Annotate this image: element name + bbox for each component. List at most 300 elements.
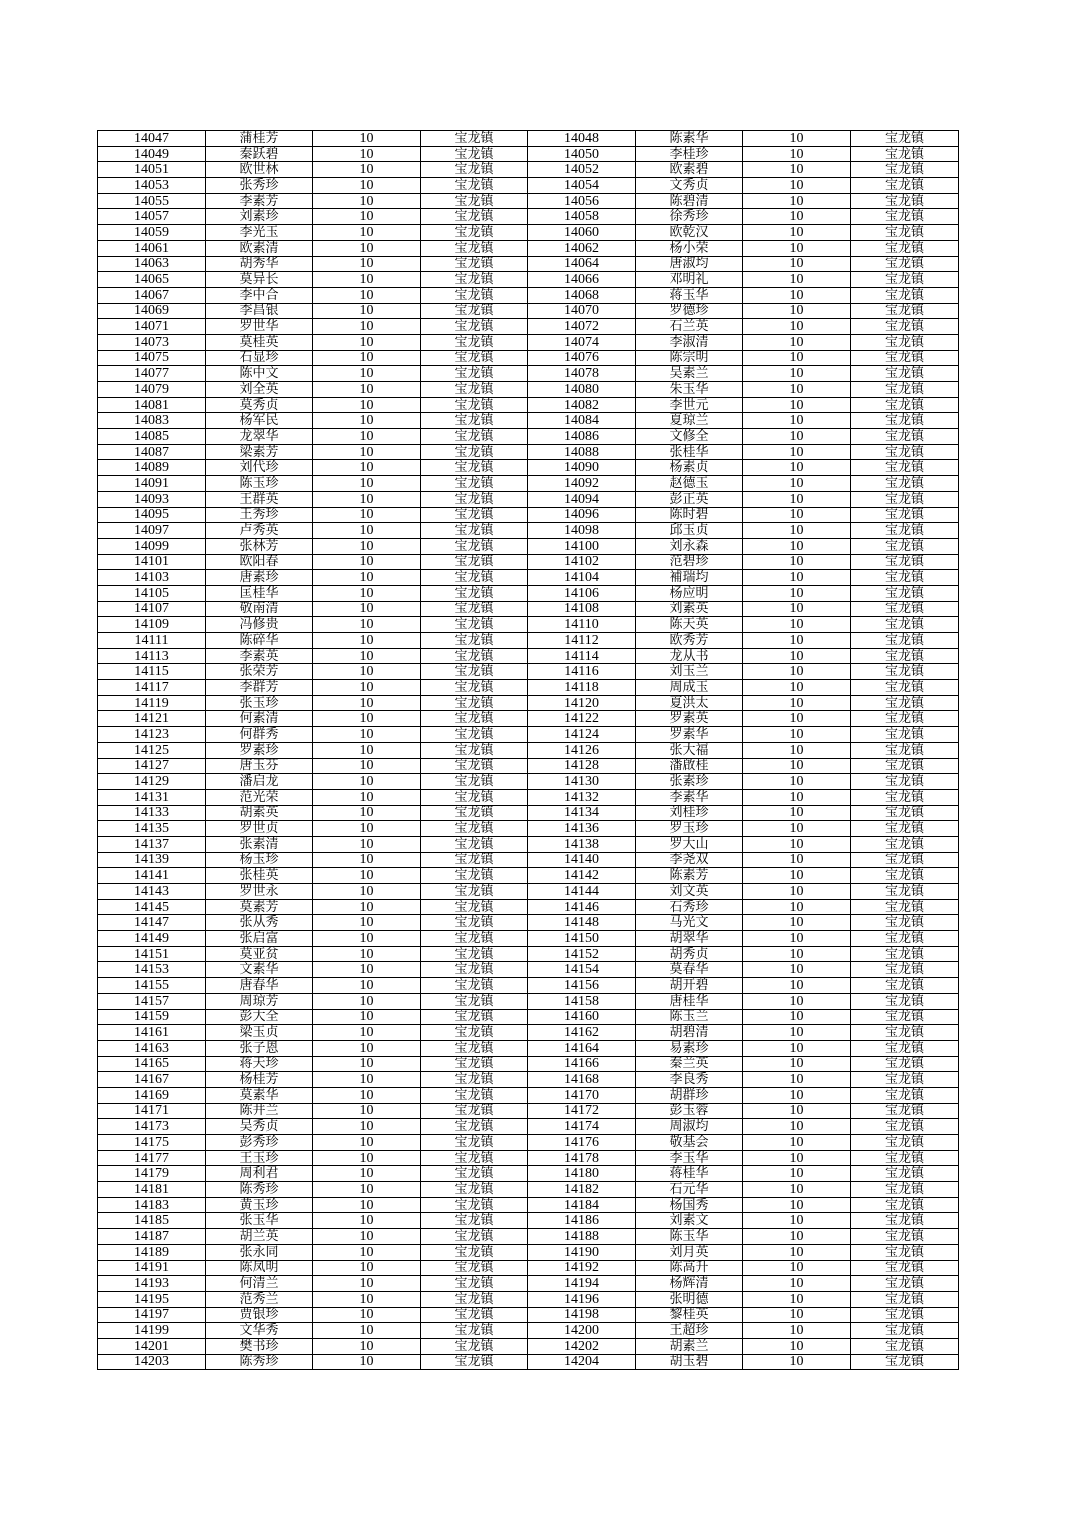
name-cell: 李世元: [636, 397, 743, 413]
amount-cell: 10: [743, 554, 851, 570]
amount-cell: 10: [743, 680, 851, 696]
id-cell: 14086: [528, 429, 636, 445]
id-cell: 14102: [528, 554, 636, 570]
name-cell: 文修全: [636, 429, 743, 445]
amount-cell: 10: [743, 1291, 851, 1307]
amount-cell: 10: [313, 225, 421, 241]
amount-cell: 10: [743, 1166, 851, 1182]
table-row: [98, 303, 959, 319]
amount-cell: 10: [313, 476, 421, 492]
amount-cell: 10: [313, 1354, 421, 1370]
name-cell: 陈时碧: [636, 507, 743, 523]
id-cell: 14092: [528, 476, 636, 492]
amount-cell: 10: [743, 146, 851, 162]
table-row: [98, 1135, 959, 1151]
table-row: [98, 538, 959, 554]
name-cell: 陈碧清: [636, 193, 743, 209]
id-cell: 14197: [98, 1307, 206, 1323]
amount-cell: 10: [743, 287, 851, 303]
town-cell: 宝龙镇: [421, 1260, 528, 1276]
id-cell: 14065: [98, 272, 206, 288]
name-cell: 彭大全: [206, 1009, 313, 1025]
town-cell: 宝龙镇: [421, 1009, 528, 1025]
amount-cell: 10: [313, 868, 421, 884]
id-cell: 14060: [528, 225, 636, 241]
name-cell: 補瑞均: [636, 570, 743, 586]
name-cell: 黄玉珍: [206, 1197, 313, 1213]
id-cell: 14174: [528, 1119, 636, 1135]
amount-cell: 10: [743, 1244, 851, 1260]
table-row: [98, 178, 959, 194]
name-cell: 王玉珍: [206, 1150, 313, 1166]
amount-cell: 10: [313, 1182, 421, 1198]
name-cell: 李桂珍: [636, 146, 743, 162]
town-cell: 宝龙镇: [421, 570, 528, 586]
amount-cell: 10: [313, 303, 421, 319]
amount-cell: 10: [313, 1244, 421, 1260]
town-cell: 宝龙镇: [421, 319, 528, 335]
table-row: [98, 225, 959, 241]
town-cell: 宝龙镇: [421, 1182, 528, 1198]
name-cell: 胡翠华: [636, 931, 743, 947]
id-cell: 14100: [528, 538, 636, 554]
town-cell: 宝龙镇: [851, 978, 959, 994]
name-cell: 张素清: [206, 836, 313, 852]
table-row: [98, 1338, 959, 1354]
name-cell: 冯修贵: [206, 617, 313, 633]
amount-cell: 10: [313, 162, 421, 178]
name-cell: 张桂华: [636, 444, 743, 460]
name-cell: 吴素兰: [636, 366, 743, 382]
id-cell: 14083: [98, 413, 206, 429]
amount-cell: 10: [743, 742, 851, 758]
id-cell: 14070: [528, 303, 636, 319]
town-cell: 宝龙镇: [851, 1040, 959, 1056]
town-cell: 宝龙镇: [421, 1213, 528, 1229]
table-row: [98, 1087, 959, 1103]
town-cell: 宝龙镇: [421, 1150, 528, 1166]
name-cell: 邱玉贞: [636, 523, 743, 539]
town-cell: 宝龙镇: [851, 256, 959, 272]
id-cell: 14138: [528, 836, 636, 852]
name-cell: 李中合: [206, 287, 313, 303]
town-cell: 宝龙镇: [421, 1354, 528, 1370]
table-row: [98, 601, 959, 617]
town-cell: 宝龙镇: [421, 1103, 528, 1119]
table-row: [98, 758, 959, 774]
town-cell: 宝龙镇: [421, 382, 528, 398]
town-cell: 宝龙镇: [421, 601, 528, 617]
town-cell: 宝龙镇: [851, 962, 959, 978]
town-cell: 宝龙镇: [421, 617, 528, 633]
town-cell: 宝龙镇: [851, 758, 959, 774]
id-cell: 14126: [528, 742, 636, 758]
amount-cell: 10: [313, 774, 421, 790]
amount-cell: 10: [313, 915, 421, 931]
town-cell: 宝龙镇: [851, 836, 959, 852]
amount-cell: 10: [313, 131, 421, 147]
town-cell: 宝龙镇: [851, 1182, 959, 1198]
town-cell: 宝龙镇: [421, 774, 528, 790]
town-cell: 宝龙镇: [421, 178, 528, 194]
town-cell: 宝龙镇: [421, 1229, 528, 1245]
name-cell: 胡碧清: [636, 1025, 743, 1041]
town-cell: 宝龙镇: [851, 1276, 959, 1292]
table-row: [98, 1119, 959, 1135]
town-cell: 宝龙镇: [851, 1307, 959, 1323]
id-cell: 14150: [528, 931, 636, 947]
amount-cell: 10: [313, 382, 421, 398]
amount-cell: 10: [743, 1040, 851, 1056]
town-cell: 宝龙镇: [851, 1025, 959, 1041]
id-cell: 14053: [98, 178, 206, 194]
table-row: [98, 1056, 959, 1072]
town-cell: 宝龙镇: [421, 397, 528, 413]
table-row: [98, 915, 959, 931]
amount-cell: 10: [743, 727, 851, 743]
name-cell: 莫亚贫: [206, 946, 313, 962]
amount-cell: 10: [313, 758, 421, 774]
town-cell: 宝龙镇: [851, 789, 959, 805]
amount-cell: 10: [743, 131, 851, 147]
amount-cell: 10: [313, 711, 421, 727]
name-cell: 陈井兰: [206, 1103, 313, 1119]
town-cell: 宝龙镇: [421, 272, 528, 288]
name-cell: 卢秀英: [206, 523, 313, 539]
name-cell: 王群英: [206, 491, 313, 507]
amount-cell: 10: [743, 868, 851, 884]
id-cell: 14191: [98, 1260, 206, 1276]
name-cell: 李淑清: [636, 334, 743, 350]
amount-cell: 10: [743, 899, 851, 915]
table-row: [98, 727, 959, 743]
name-cell: 黎桂英: [636, 1307, 743, 1323]
id-cell: 14182: [528, 1182, 636, 1198]
town-cell: 宝龙镇: [421, 1135, 528, 1151]
town-cell: 宝龙镇: [421, 460, 528, 476]
name-cell: 李良秀: [636, 1072, 743, 1088]
name-cell: 龙从书: [636, 648, 743, 664]
town-cell: 宝龙镇: [851, 915, 959, 931]
name-cell: 唐春华: [206, 978, 313, 994]
id-cell: 14058: [528, 209, 636, 225]
amount-cell: 10: [313, 1072, 421, 1088]
id-cell: 14171: [98, 1103, 206, 1119]
town-cell: 宝龙镇: [421, 836, 528, 852]
amount-cell: 10: [743, 413, 851, 429]
amount-cell: 10: [743, 1072, 851, 1088]
town-cell: 宝龙镇: [851, 178, 959, 194]
amount-cell: 10: [313, 931, 421, 947]
id-cell: 14149: [98, 931, 206, 947]
amount-cell: 10: [313, 1307, 421, 1323]
amount-cell: 10: [743, 366, 851, 382]
town-cell: 宝龙镇: [421, 585, 528, 601]
id-cell: 14095: [98, 507, 206, 523]
name-cell: 陈碎华: [206, 633, 313, 649]
amount-cell: 10: [743, 444, 851, 460]
town-cell: 宝龙镇: [851, 303, 959, 319]
amount-cell: 10: [313, 523, 421, 539]
id-cell: 14075: [98, 350, 206, 366]
name-cell: 赵德玉: [636, 476, 743, 492]
id-cell: 14105: [98, 585, 206, 601]
town-cell: 宝龙镇: [421, 413, 528, 429]
amount-cell: 10: [743, 350, 851, 366]
name-cell: 刘代珍: [206, 460, 313, 476]
amount-cell: 10: [313, 633, 421, 649]
roster-table-body: [98, 131, 959, 1370]
id-cell: 14132: [528, 789, 636, 805]
name-cell: 匡桂华: [206, 585, 313, 601]
id-cell: 14076: [528, 350, 636, 366]
amount-cell: 10: [313, 789, 421, 805]
town-cell: 宝龙镇: [421, 1323, 528, 1339]
town-cell: 宝龙镇: [851, 429, 959, 445]
id-cell: 14081: [98, 397, 206, 413]
id-cell: 14067: [98, 287, 206, 303]
id-cell: 14147: [98, 915, 206, 931]
id-cell: 14177: [98, 1150, 206, 1166]
town-cell: 宝龙镇: [421, 1119, 528, 1135]
table-row: [98, 852, 959, 868]
name-cell: 蒋天珍: [206, 1056, 313, 1072]
amount-cell: 10: [313, 256, 421, 272]
town-cell: 宝龙镇: [421, 444, 528, 460]
town-cell: 宝龙镇: [851, 664, 959, 680]
amount-cell: 10: [743, 695, 851, 711]
town-cell: 宝龙镇: [851, 711, 959, 727]
town-cell: 宝龙镇: [851, 225, 959, 241]
name-cell: 莫春华: [636, 962, 743, 978]
amount-cell: 10: [743, 978, 851, 994]
amount-cell: 10: [313, 993, 421, 1009]
name-cell: 陈中文: [206, 366, 313, 382]
name-cell: 刘全英: [206, 382, 313, 398]
id-cell: 14129: [98, 774, 206, 790]
name-cell: 张永同: [206, 1244, 313, 1260]
town-cell: 宝龙镇: [421, 507, 528, 523]
id-cell: 14199: [98, 1323, 206, 1339]
id-cell: 14142: [528, 868, 636, 884]
amount-cell: 10: [743, 805, 851, 821]
id-cell: 14103: [98, 570, 206, 586]
table-row: [98, 1276, 959, 1292]
table-row: [98, 413, 959, 429]
id-cell: 14133: [98, 805, 206, 821]
town-cell: 宝龙镇: [421, 962, 528, 978]
town-cell: 宝龙镇: [421, 680, 528, 696]
name-cell: 欧素清: [206, 240, 313, 256]
name-cell: 莫秀贞: [206, 397, 313, 413]
name-cell: 王秀珍: [206, 507, 313, 523]
amount-cell: 10: [313, 1260, 421, 1276]
table-row: [98, 1229, 959, 1245]
name-cell: 马光文: [636, 915, 743, 931]
roster-table: [97, 130, 959, 1370]
name-cell: 蒋玉华: [636, 287, 743, 303]
name-cell: 周淑均: [636, 1119, 743, 1135]
amount-cell: 10: [743, 1056, 851, 1072]
amount-cell: 10: [313, 178, 421, 194]
id-cell: 14064: [528, 256, 636, 272]
name-cell: 朱玉华: [636, 382, 743, 398]
town-cell: 宝龙镇: [851, 523, 959, 539]
table-row: [98, 287, 959, 303]
id-cell: 14077: [98, 366, 206, 382]
town-cell: 宝龙镇: [851, 1291, 959, 1307]
amount-cell: 10: [313, 1056, 421, 1072]
amount-cell: 10: [743, 523, 851, 539]
table-row: [98, 350, 959, 366]
amount-cell: 10: [313, 287, 421, 303]
table-row: [98, 711, 959, 727]
table-row: [98, 523, 959, 539]
name-cell: 陈天英: [636, 617, 743, 633]
name-cell: 陈素华: [636, 131, 743, 147]
name-cell: 刘文英: [636, 884, 743, 900]
amount-cell: 10: [743, 193, 851, 209]
town-cell: 宝龙镇: [421, 429, 528, 445]
town-cell: 宝龙镇: [851, 633, 959, 649]
name-cell: 梁玉贞: [206, 1025, 313, 1041]
town-cell: 宝龙镇: [851, 444, 959, 460]
id-cell: 14200: [528, 1323, 636, 1339]
amount-cell: 10: [743, 476, 851, 492]
amount-cell: 10: [313, 538, 421, 554]
amount-cell: 10: [743, 931, 851, 947]
amount-cell: 10: [313, 272, 421, 288]
id-cell: 14176: [528, 1135, 636, 1151]
town-cell: 宝龙镇: [851, 209, 959, 225]
id-cell: 14135: [98, 821, 206, 837]
id-cell: 14141: [98, 868, 206, 884]
town-cell: 宝龙镇: [851, 162, 959, 178]
town-cell: 宝龙镇: [851, 350, 959, 366]
name-cell: 秦兰英: [636, 1056, 743, 1072]
name-cell: 陈宗明: [636, 350, 743, 366]
id-cell: 14069: [98, 303, 206, 319]
name-cell: 罗素华: [636, 727, 743, 743]
town-cell: 宝龙镇: [421, 1025, 528, 1041]
amount-cell: 10: [743, 162, 851, 178]
amount-cell: 10: [313, 460, 421, 476]
name-cell: 文素华: [206, 962, 313, 978]
name-cell: 蒲桂芳: [206, 131, 313, 147]
amount-cell: 10: [743, 178, 851, 194]
table-row: [98, 272, 959, 288]
town-cell: 宝龙镇: [421, 523, 528, 539]
amount-cell: 10: [313, 444, 421, 460]
town-cell: 宝龙镇: [851, 1166, 959, 1182]
amount-cell: 10: [743, 570, 851, 586]
id-cell: 14130: [528, 774, 636, 790]
name-cell: 樊书珍: [206, 1338, 313, 1354]
id-cell: 14071: [98, 319, 206, 335]
town-cell: 宝龙镇: [421, 1338, 528, 1354]
name-cell: 刘桂珍: [636, 805, 743, 821]
name-cell: 莫素华: [206, 1087, 313, 1103]
amount-cell: 10: [743, 664, 851, 680]
id-cell: 14119: [98, 695, 206, 711]
id-cell: 14054: [528, 178, 636, 194]
id-cell: 14084: [528, 413, 636, 429]
name-cell: 邓明礼: [636, 272, 743, 288]
town-cell: 宝龙镇: [851, 146, 959, 162]
table-row: [98, 774, 959, 790]
amount-cell: 10: [313, 1229, 421, 1245]
amount-cell: 10: [743, 1260, 851, 1276]
roster-sheet: [97, 130, 958, 1370]
table-row: [98, 1244, 959, 1260]
amount-cell: 10: [743, 1182, 851, 1198]
name-cell: 罗大山: [636, 836, 743, 852]
table-row: [98, 366, 959, 382]
town-cell: 宝龙镇: [421, 554, 528, 570]
town-cell: 宝龙镇: [421, 1087, 528, 1103]
town-cell: 宝龙镇: [851, 193, 959, 209]
id-cell: 14136: [528, 821, 636, 837]
table-row: [98, 962, 959, 978]
town-cell: 宝龙镇: [851, 272, 959, 288]
table-row: [98, 240, 959, 256]
amount-cell: 10: [313, 209, 421, 225]
name-cell: 欧世林: [206, 162, 313, 178]
amount-cell: 10: [313, 429, 421, 445]
amount-cell: 10: [313, 946, 421, 962]
id-cell: 14159: [98, 1009, 206, 1025]
town-cell: 宝龙镇: [851, 1135, 959, 1151]
name-cell: 何清兰: [206, 1276, 313, 1292]
amount-cell: 10: [743, 915, 851, 931]
id-cell: 14181: [98, 1182, 206, 1198]
id-cell: 14157: [98, 993, 206, 1009]
table-row: [98, 585, 959, 601]
id-cell: 14110: [528, 617, 636, 633]
id-cell: 14156: [528, 978, 636, 994]
amount-cell: 10: [313, 146, 421, 162]
town-cell: 宝龙镇: [421, 1291, 528, 1307]
table-row: [98, 146, 959, 162]
id-cell: 14127: [98, 758, 206, 774]
name-cell: 唐淑均: [636, 256, 743, 272]
id-cell: 14057: [98, 209, 206, 225]
name-cell: 陈秀珍: [206, 1182, 313, 1198]
amount-cell: 10: [743, 429, 851, 445]
id-cell: 14140: [528, 852, 636, 868]
amount-cell: 10: [313, 507, 421, 523]
amount-cell: 10: [743, 633, 851, 649]
amount-cell: 10: [743, 240, 851, 256]
name-cell: 杨国秀: [636, 1197, 743, 1213]
amount-cell: 10: [313, 836, 421, 852]
town-cell: 宝龙镇: [851, 727, 959, 743]
name-cell: 陈秀珍: [206, 1354, 313, 1370]
name-cell: 易素珍: [636, 1040, 743, 1056]
name-cell: 李素华: [636, 789, 743, 805]
id-cell: 14193: [98, 1276, 206, 1292]
id-cell: 14112: [528, 633, 636, 649]
id-cell: 14137: [98, 836, 206, 852]
town-cell: 宝龙镇: [851, 946, 959, 962]
town-cell: 宝龙镇: [421, 664, 528, 680]
name-cell: 夏洪太: [636, 695, 743, 711]
amount-cell: 10: [743, 1119, 851, 1135]
town-cell: 宝龙镇: [851, 460, 959, 476]
id-cell: 14120: [528, 695, 636, 711]
town-cell: 宝龙镇: [851, 617, 959, 633]
table-row: [98, 507, 959, 523]
